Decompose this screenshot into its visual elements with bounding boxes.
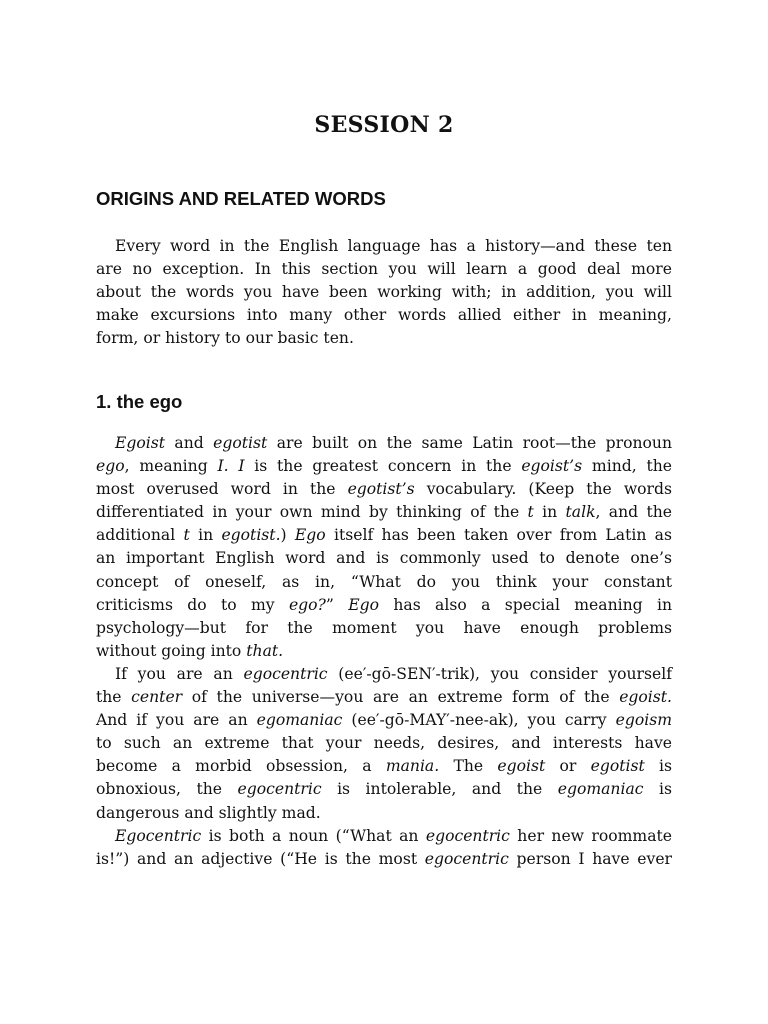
intro-paragraph	[96, 235, 672, 350]
text-line	[96, 617, 672, 640]
text-run: criticisms do to my	[96, 595, 289, 614]
text-run: an important English word and is commonly used to denote one’s	[96, 549, 672, 568]
text-run: (ee′-gō-SEN′-trik), you consider yourself	[327, 664, 672, 683]
text-run: itself has been taken over from Latin as	[325, 526, 672, 545]
text-run: vocabulary. (Keep the words	[414, 480, 672, 499]
text-run: make excursions into many other words allied either in meaning,	[96, 306, 672, 325]
text-run: her new roommate	[509, 826, 673, 845]
italic-term: egotist	[590, 757, 645, 776]
italic-term: I. I	[217, 457, 245, 476]
italic-term: egoist.	[619, 688, 672, 707]
text-line	[96, 594, 672, 617]
text-line	[96, 501, 672, 524]
italic-term: ego	[96, 457, 125, 476]
text-line	[96, 327, 672, 350]
text-run: person I have ever	[508, 849, 672, 868]
text-run: without going into	[96, 641, 247, 660]
text-run: form, or history to our basic ten.	[96, 329, 354, 348]
text-line	[96, 755, 672, 778]
italic-term: egoist	[497, 757, 546, 776]
text-run: If you are an	[115, 664, 244, 683]
text-run: dangerous and slightly mad.	[96, 803, 321, 822]
text-run: The	[439, 757, 498, 776]
text-line	[96, 848, 672, 871]
text-line	[96, 478, 672, 501]
text-run: are built on the same Latin root—the pronoun	[267, 434, 672, 452]
italic-term: mania.	[385, 757, 440, 776]
italic-term: t	[183, 526, 190, 545]
text-run: become a morbid obsession, a	[96, 757, 386, 776]
subheading-the-ego: 1. the ego	[96, 391, 183, 412]
text-line	[96, 825, 672, 848]
italic-term: egomaniac	[256, 711, 343, 730]
text-run: Every word in the English language has a history—and these ten	[115, 237, 672, 255]
italic-term: egotist	[213, 434, 268, 452]
italic-term: Egocentric	[115, 826, 202, 845]
text-run: in	[533, 503, 566, 522]
italic-term: egoist’s	[521, 457, 583, 476]
italic-term: t	[527, 503, 534, 522]
text-run: in	[189, 526, 222, 545]
text-line	[96, 432, 672, 455]
text-line	[96, 802, 672, 825]
italic-term: that.	[246, 641, 284, 660]
text-run: is	[643, 780, 672, 799]
italic-term: egotist.	[221, 526, 281, 545]
text-run: ”	[325, 595, 349, 614]
text-line	[96, 281, 672, 304]
text-run: , meaning	[124, 457, 218, 476]
session-title: SESSION 2	[314, 112, 454, 138]
italic-term: egotist’s	[347, 480, 415, 499]
text-run: is!”) and an adjective (“He is the most	[96, 849, 425, 868]
text-line	[96, 547, 672, 570]
text-run: is intolerable, and the	[321, 780, 558, 799]
italic-term: egocentric	[237, 780, 322, 799]
text-run: about the words you have been working with; in addition, you will	[96, 283, 672, 302]
section-heading: ORIGINS AND RELATED WORDS	[96, 188, 386, 209]
text-run: are no exception. In this section you will learn a good deal more	[96, 260, 672, 279]
text-line	[96, 640, 672, 663]
text-run: and	[165, 434, 214, 452]
text-line	[96, 455, 672, 478]
italic-term: egocentric	[243, 664, 328, 683]
text-run: to such an extreme that your needs, desires, and interests have	[96, 734, 672, 753]
text-run: obnoxious, the	[96, 780, 238, 799]
italic-term: egocentric	[424, 849, 509, 868]
italic-term: ego?	[288, 595, 326, 614]
text-line	[96, 304, 672, 327]
italic-term: egoism	[615, 711, 673, 730]
italic-term: Egoist	[115, 434, 166, 452]
text-run: additional	[96, 526, 184, 545]
text-run: (ee′-gō-MAY′-nee-ak), you carry	[342, 711, 616, 730]
text-run: the	[96, 688, 132, 707]
text-run: most overused word in the	[96, 480, 348, 499]
text-run: )	[280, 526, 295, 545]
text-run: is the greatest concern in the	[244, 457, 522, 476]
text-run: is	[644, 757, 672, 776]
text-line	[96, 778, 672, 801]
text-line	[96, 571, 672, 594]
italic-term: Ego	[294, 526, 326, 545]
text-run: is both a noun (“What an	[201, 826, 426, 845]
text-run: , and the	[595, 503, 672, 522]
italic-term: Ego	[348, 595, 380, 614]
text-run: has also a special meaning in	[379, 595, 673, 614]
body-text	[96, 432, 672, 871]
text-run: of the universe—you are an extreme form of the	[182, 688, 620, 707]
text-line	[96, 732, 672, 755]
text-line	[96, 235, 672, 258]
text-run: differentiated in your own mind by thinking of the	[96, 503, 528, 522]
text-line	[96, 663, 672, 686]
text-line	[96, 258, 672, 281]
text-run: mind, the	[582, 457, 672, 476]
text-run: concept of oneself, as in, “What do you think your constant	[96, 572, 672, 591]
text-run: And if you are an	[96, 711, 257, 730]
italic-term: talk	[565, 503, 596, 522]
text-line	[96, 686, 672, 709]
italic-term: egocentric	[425, 826, 510, 845]
text-run: psychology—but for the moment you have enough problems	[96, 618, 672, 637]
italic-term: center	[131, 688, 183, 707]
italic-term: egomaniac	[557, 780, 644, 799]
text-line	[96, 524, 672, 547]
text-run: or	[545, 757, 591, 776]
text-line	[96, 709, 672, 732]
